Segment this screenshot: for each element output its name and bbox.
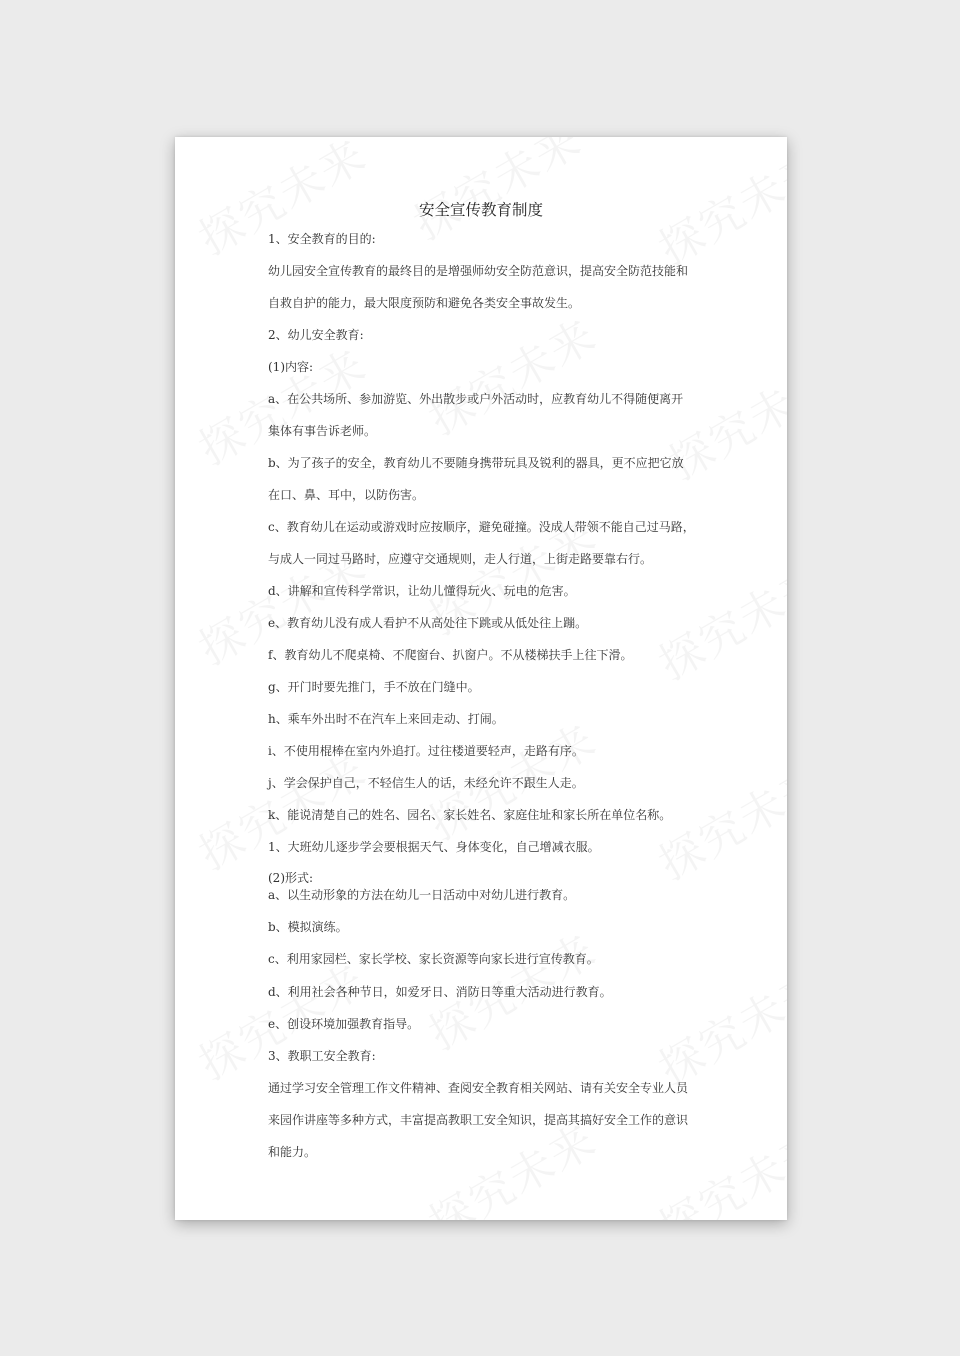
watermark	[400, 137, 591, 252]
watermark	[645, 950, 787, 1097]
document-page	[175, 137, 787, 1220]
list-item: b、模拟演练。	[268, 920, 348, 934]
list-item: c、利用家园栏、家长学校、家长资源等向家长进行宣传教育。	[268, 952, 599, 966]
watermark	[645, 545, 787, 692]
paragraph-line: 幼儿园安全宣传教育的最终目的是增强师幼安全防范意识，提高安全防范技能和	[268, 264, 689, 278]
paragraph-line: 通过学习安全管理工作文件精神、查阅安全教育相关网站、请有关安全专业人员	[268, 1081, 689, 1095]
section-heading: 3、教职工安全教育:	[268, 1049, 376, 1063]
section-heading: 2、幼儿安全教育:	[268, 328, 364, 342]
document-title: 安全宣传教育制度	[418, 201, 543, 219]
subsection-heading: (1)内容:	[268, 360, 314, 374]
list-item: g、开门时要先推门，手不放在门缝中。	[268, 680, 480, 694]
section-heading: 1、安全教育的目的:	[268, 232, 376, 246]
list-item: e、教育幼儿没有成人看护不从高处往下跳或从低处往上蹦。	[268, 616, 588, 630]
list-item: h、乘车外出时不在汽车上来回走动、打闹。	[268, 712, 504, 726]
list-item: d、利用社会各种节日，如爱牙日、消防日等重大活动进行教育。	[268, 985, 612, 999]
list-item-continuation: 与成人一同过马路时，应遵守交通规则，走人行道，上街走路要靠右行。	[268, 552, 653, 566]
list-item: f、教育幼儿不爬桌椅、不爬窗台、扒窗户。不从楼梯扶手上往下滑。	[268, 648, 633, 662]
list-item: a、以生动形象的方法在幼儿一日活动中对幼儿进行教育。	[268, 888, 576, 902]
list-item: 1、大班幼儿逐步学会要根据天气、身体变化，自己增减衣服。	[268, 840, 600, 854]
paragraph-line: 自救自护的能力，最大限度预防和避免各类安全事故发生。	[268, 296, 581, 310]
watermark	[655, 345, 787, 492]
paragraph-line: 和能力。	[268, 1145, 317, 1159]
watermark	[415, 300, 606, 447]
list-item: i、不使用棍棒在室内外追打。过往楼道要轻声，走路有序。	[268, 744, 584, 758]
list-item: b、为了孩子的安全，教育幼儿不要随身携带玩具及锐利的器具，更不应把它放	[268, 456, 684, 470]
list-item: e、创设环境加强教育指导。	[268, 1017, 420, 1031]
list-item: a、在公共场所、参加游览、外出散步或户外活动时，应教育幼儿不得随便离开	[268, 392, 684, 406]
list-item-continuation: 在口、鼻、耳中，以防伤害。	[268, 488, 425, 502]
list-item: d、讲解和宣传科学常识，让幼儿懂得玩火、玩电的危害。	[268, 584, 576, 598]
list-item: k、能说清楚自己的姓名、园名、家长姓名、家庭住址和家长所在单位名称。	[268, 808, 672, 822]
list-item-continuation: 集体有事告诉老师。	[268, 424, 377, 438]
list-item: j、学会保护自己，不轻信生人的话，未经允许不跟生人走。	[268, 776, 584, 790]
subsection-heading: (2)形式:	[268, 871, 314, 885]
paragraph-line: 来园作讲座等多种方式，丰富提高教职工安全知识，提高其搞好安全工作的意识	[268, 1113, 689, 1127]
list-item: c、教育幼儿在运动或游戏时应按顺序，避免碰撞。没成人带领不能自己过马路，	[268, 520, 695, 534]
